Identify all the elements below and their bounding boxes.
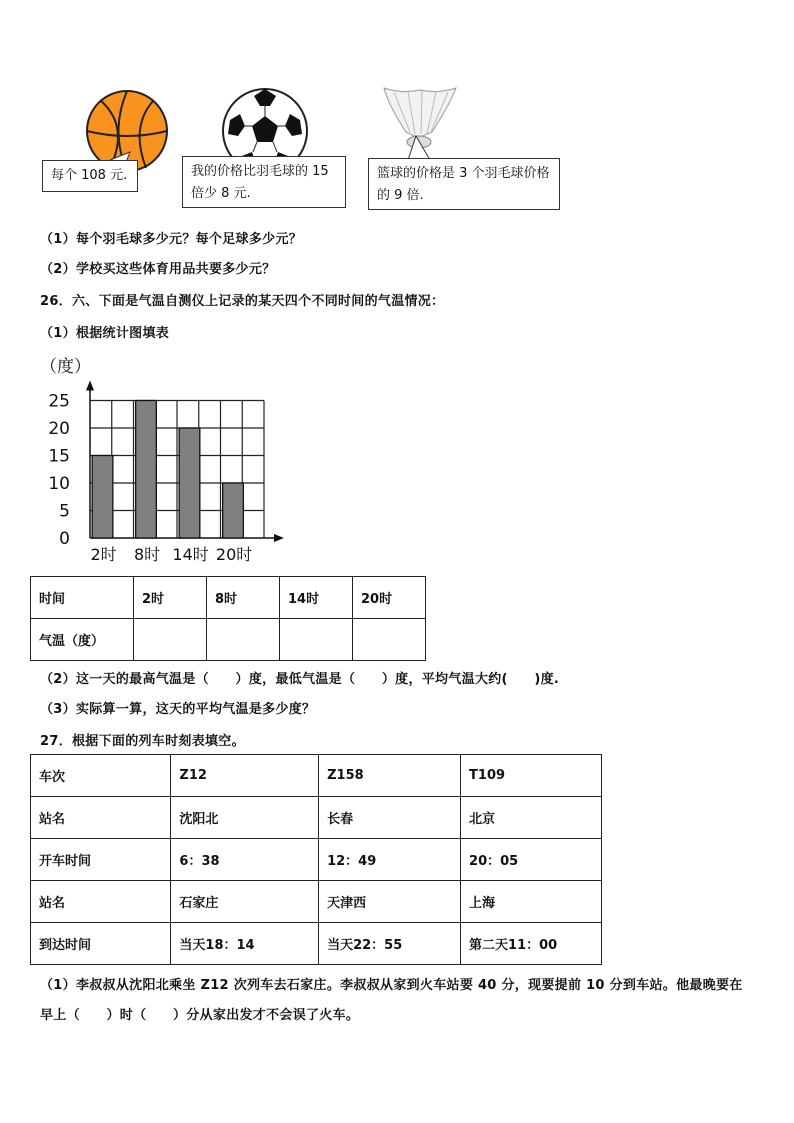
train-timetable <box>30 754 602 965</box>
timetable-cell: 天津西 <box>319 881 461 923</box>
temp-answer-cell[interactable] <box>134 619 207 661</box>
temperature-bar-chart <box>30 350 290 570</box>
timetable-cell: 北京 <box>461 797 602 839</box>
shuttlecock-price-bubble <box>368 158 560 210</box>
y-tick-label: 20 <box>48 419 70 439</box>
q27-sub1-line1: （1）李叔叔从沈阳北乘坐 Z12 次列车去石家庄。李叔叔从家到火车站要 40 分，现要提前 10 分到车站。他最晚要在 <box>40 978 743 993</box>
temp-table-header-cell: 14时 <box>280 577 353 619</box>
temp-table-row-label: 气温（度） <box>31 619 134 661</box>
temp-table-header-cell: 2时 <box>134 577 207 619</box>
q26-sub2: （2）这一天的最高气温是（ ）度，最低气温是（ ）度，平均气温大约( )度. <box>40 672 560 687</box>
timetable-cell: 12：49 <box>319 839 461 881</box>
timetable-cell: 沈阳北 <box>171 797 319 839</box>
y-tick-label: 5 <box>59 501 70 522</box>
timetable-cell: 站名 <box>31 881 171 923</box>
timetable-cell: 站名 <box>31 797 171 839</box>
temp-answer-cell[interactable] <box>353 619 426 661</box>
temp-answer-cell[interactable] <box>280 619 353 661</box>
timetable-cell: 20：05 <box>461 839 602 881</box>
x-tick-label: 2时 <box>90 545 117 564</box>
q25-sub2: （2）学校买这些体育用品共要多少元？ <box>40 262 276 277</box>
basketball-price-text: 每个 108 元. <box>51 168 128 183</box>
x-tick-label: 8时 <box>134 545 161 564</box>
football-price-text: 我的价格比羽毛球的 15 倍少 8 元. <box>191 164 329 201</box>
y-axis-label: （度） <box>40 357 91 377</box>
timetable-cell: Z12 <box>171 755 319 797</box>
timetable-cell: 长春 <box>319 797 461 839</box>
x-tick-label: 14时 <box>172 545 209 564</box>
q26-sub1: （1）根据统计图填表 <box>40 326 170 341</box>
q26-sub3: （3）实际算一算，这天的平均气温是多少度？ <box>40 702 316 717</box>
timetable-cell: T109 <box>461 755 602 797</box>
temp-table-header-cell: 8时 <box>207 577 280 619</box>
timetable-cell: 到达时间 <box>31 923 171 965</box>
bar <box>92 456 113 539</box>
q27-title: 27．根据下面的列车时刻表填空。 <box>40 734 245 749</box>
bar <box>223 483 244 538</box>
shuttlecock-price-text: 篮球的价格是 3 个羽毛球价格的 9 倍. <box>377 166 550 203</box>
y-tick-label: 10 <box>48 474 70 494</box>
q25-sub1: （1）每个羽毛球多少元？每个足球多少元？ <box>40 232 303 247</box>
y-tick-label: 15 <box>48 446 70 467</box>
timetable-cell: 第二天11：00 <box>461 923 602 965</box>
timetable-cell: 当天18：14 <box>171 923 319 965</box>
bar <box>136 401 157 539</box>
y-axis-arrow <box>86 381 94 391</box>
y-tick-label: 0 <box>59 529 70 549</box>
temp-answer-cell[interactable] <box>207 619 280 661</box>
q26-title: 26．六、下面是气温自测仪上记录的某天四个不同时间的气温情况： <box>40 294 445 309</box>
x-axis-arrow <box>274 534 284 542</box>
basketball-price-bubble <box>42 160 138 192</box>
timetable-cell: 石家庄 <box>171 881 319 923</box>
q27-sub1-line2: 早上（ ）时（ ）分从家出发才不会误了火车。 <box>40 1008 360 1023</box>
timetable-cell: 上海 <box>461 881 602 923</box>
timetable-cell: Z158 <box>319 755 461 797</box>
timetable-cell: 开车时间 <box>31 839 171 881</box>
timetable-cell: 6：38 <box>171 839 319 881</box>
temp-table-header-cell: 时间 <box>31 577 134 619</box>
temp-table-header-cell: 20时 <box>353 577 426 619</box>
x-tick-label: 20时 <box>215 545 253 564</box>
temperature-table <box>30 576 426 661</box>
timetable-cell: 当天22：55 <box>319 923 461 965</box>
timetable-cell: 车次 <box>31 755 171 797</box>
football-price-bubble <box>182 156 346 208</box>
y-tick-label: 25 <box>48 391 70 412</box>
bar <box>179 428 200 538</box>
